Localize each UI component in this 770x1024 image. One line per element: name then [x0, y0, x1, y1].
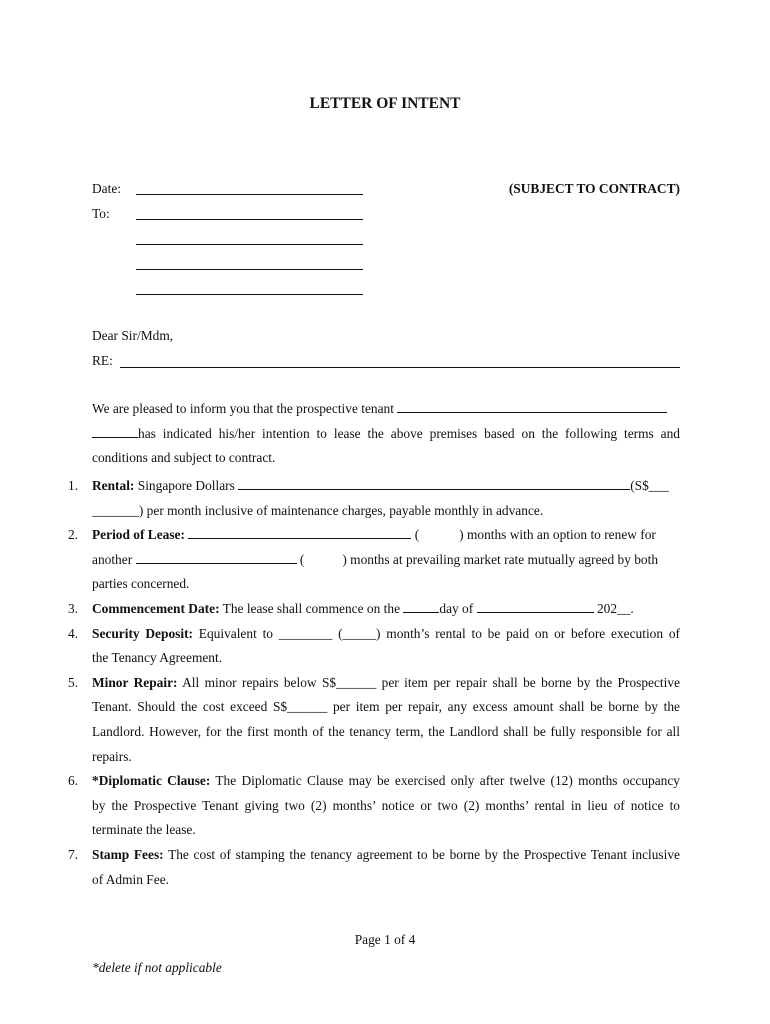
- item-number: 5.: [68, 674, 79, 690]
- re-label: RE:: [92, 353, 113, 368]
- period-heading: Period of Lease:: [92, 527, 185, 543]
- commencement-heading: Commencement Date:: [92, 600, 220, 616]
- minor-repair-line-1: All minor repairs below S$______ per item per repair shall be borne by the Prospective: [182, 674, 681, 690]
- list-item-period: [68, 523, 680, 597]
- minor-repair-line-3: Landlord. However, for the first month of the tenancy term, the Landlord shall be fully responsible for all: [92, 723, 680, 739]
- rental-heading: Rental:: [92, 478, 135, 493]
- commencement-text: The lease shall commence on the: [222, 600, 401, 616]
- commencement-year: 202__.: [596, 600, 634, 616]
- list-item-diplomatic-clause: [68, 769, 680, 843]
- security-deposit-heading: Security Deposit:: [92, 625, 193, 641]
- item-number: 4.: [68, 625, 79, 641]
- stamp-fees-line-2: of Admin Fee.: [92, 871, 169, 887]
- period-words-field[interactable]: [188, 527, 411, 539]
- tenant-name-field-cont[interactable]: [92, 426, 138, 438]
- item-number: 7.: [68, 846, 79, 862]
- list-item-commencement: [68, 597, 680, 622]
- minor-repair-line-4: repairs.: [92, 748, 132, 764]
- list-item-minor-repair: [68, 671, 680, 769]
- rental-amount-words-field[interactable]: [238, 478, 630, 490]
- diplomatic-clause-line-2: by the Prospective Tenant giving two (2) months’ notice or two (2) months’ rental in lieu of notice to: [92, 797, 680, 813]
- to-field-line-1[interactable]: [136, 219, 363, 220]
- to-field-line-2[interactable]: [136, 244, 363, 245]
- renew-market-text: ) months at prevailing market rate mutually agreed by both: [342, 551, 659, 567]
- intro-line-1: [92, 397, 680, 422]
- stamp-fees-line-1: The cost of stamping the tenancy agreement to be borne by the Prospective Tenant inclusive: [168, 846, 681, 862]
- list-item-rental: [68, 474, 680, 523]
- minor-repair-heading: Minor Repair:: [92, 674, 178, 690]
- date-label: Date:: [92, 181, 121, 196]
- footnote: *delete if not applicable: [92, 960, 222, 975]
- re-field[interactable]: [120, 367, 680, 368]
- intro-paragraph: [92, 397, 680, 471]
- security-deposit-line-1: Equivalent to ________ (_____) month’s rental to be paid on or before execution of: [198, 625, 680, 641]
- period-renew-text: ) months with an option to renew for: [459, 527, 656, 543]
- day-of-text: day of: [439, 600, 474, 616]
- renew-period-words-field[interactable]: [136, 552, 297, 564]
- diplomatic-clause-heading: *Diplomatic Clause:: [92, 773, 211, 789]
- rental-text: Singapore Dollars: [137, 478, 235, 493]
- to-field-line-3[interactable]: [136, 269, 363, 270]
- minor-repair-line-2: Tenant. Should the cost exceed S$______ per item per repair, any excess amount shall be borne by the: [92, 699, 680, 715]
- list-item-security-deposit: [68, 622, 680, 671]
- terms-list: [68, 474, 680, 892]
- page-number: Page 1 of 4: [354, 932, 416, 947]
- commencement-day-field[interactable]: [403, 601, 439, 613]
- item-number: 3.: [68, 600, 79, 616]
- salutation: Dear Sir/Mdm,: [92, 328, 174, 343]
- diplomatic-clause-line-1: The Diplomatic Clause may be exercised only after twelve (12) months occupancy: [215, 773, 681, 789]
- list-item-stamp-fees: [68, 843, 680, 892]
- intro-text-3: conditions and subject to contract.: [92, 450, 276, 466]
- item-number: 2.: [68, 527, 79, 543]
- security-deposit-line-2: the Tenancy Agreement.: [92, 650, 223, 666]
- item-number: 6.: [68, 773, 79, 789]
- stamp-fees-heading: Stamp Fees:: [92, 846, 164, 862]
- to-field-line-4[interactable]: [136, 294, 363, 295]
- renew-another-text: another: [92, 551, 133, 567]
- intro-text-2: has indicated his/her intention to lease the above premises based on the following terms and: [138, 425, 680, 441]
- rental-line-2: _______) per month inclusive of maintenance charges, payable monthly in advance.: [92, 502, 544, 518]
- subject-to-contract: (SUBJECT TO CONTRACT): [508, 181, 680, 196]
- date-field[interactable]: [136, 194, 363, 195]
- intro-line-2: [92, 422, 680, 447]
- paren-open: (: [299, 551, 305, 567]
- diplomatic-clause-line-3: terminate the lease.: [92, 822, 196, 838]
- intro-text-1: We are pleased to inform you that the prospective tenant: [92, 401, 394, 416]
- paren-open: (: [414, 527, 420, 543]
- period-line-3: parties concerned.: [92, 576, 190, 592]
- document-title: LETTER OF INTENT: [309, 95, 461, 112]
- tenant-name-field[interactable]: [397, 401, 667, 413]
- commencement-month-field[interactable]: [477, 601, 594, 613]
- rental-sgd-open: (S$___: [630, 478, 669, 493]
- item-number: 1.: [68, 478, 79, 493]
- to-label: To:: [92, 206, 110, 221]
